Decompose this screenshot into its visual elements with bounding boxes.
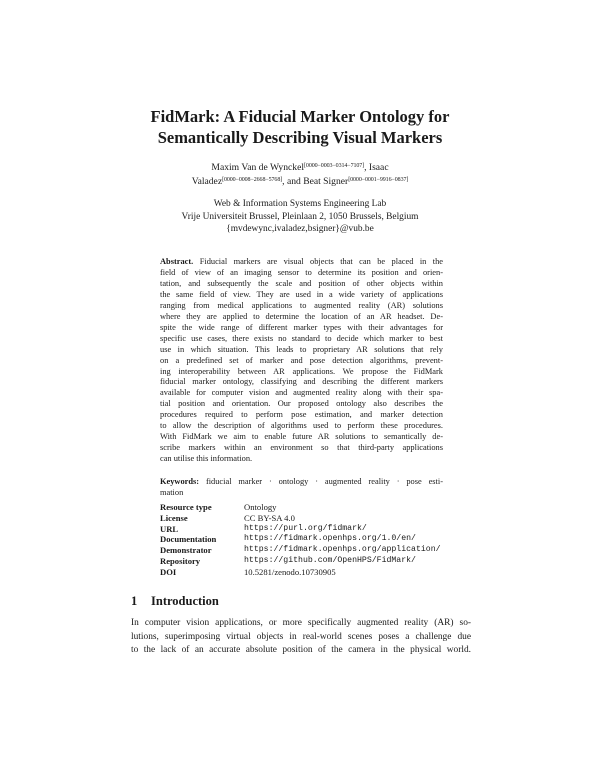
abstract-line <box>160 399 443 410</box>
abstract-line <box>160 290 443 301</box>
abstract-text: spite the wide range of different marker types with their advantages for <box>160 322 443 332</box>
abstract-text: specific use cases, there exists no standard to decide which marker to best <box>160 333 443 343</box>
abstract-text: field of view of an imaging sensor to determine its position and orien- <box>160 267 443 277</box>
author-name: Valadez <box>191 176 223 187</box>
keywords <box>160 476 443 498</box>
author-name: Maxim Van de Wynckel <box>211 162 305 173</box>
title-line-1: FidMark: A Fiducial Marker Ontology for <box>150 107 450 126</box>
abstract-text: fiducial marker ontology, classifying and describing the different markers <box>160 377 443 387</box>
abstract-text: With FidMark we aim to enable future AR solutions to semantically de- <box>160 432 443 442</box>
abstract-text: the same field of view. They are used in a wide variety of applications <box>160 289 443 299</box>
author-line-2 <box>110 174 490 188</box>
resource-link[interactable]: https://github.com/OpenHPS/FidMark/ <box>244 555 416 565</box>
abstract-text: ranging from medical applications to augmented reality (AR) solutions <box>160 300 443 310</box>
resource-key: Resource type <box>160 502 212 512</box>
orcid-id: [0000−0001−9916−0837] <box>348 177 409 183</box>
abstract-text: on a predefined set of marker and pose detection algorithms, prevent- <box>160 355 443 365</box>
resource-link[interactable]: https://purl.org/fidmark/ <box>244 523 367 533</box>
keywords-text: fiducial marker · ontology · augmented reality · pose esti- <box>205 477 444 486</box>
abstract-line <box>160 388 443 399</box>
resource-key: License <box>160 512 188 523</box>
abstract-text: Fiducial markers are visual objects that can be placed in the <box>199 257 444 266</box>
abstract-text: tation, and subsequently the scale and position of other objects within <box>160 278 443 288</box>
resource-link[interactable]: https://fidmark.openhps.org/1.0/en/ <box>244 534 416 544</box>
section-number: 1 <box>131 594 138 608</box>
resource-key: DOI <box>160 566 177 577</box>
resource-link[interactable]: https://fidmark.openhps.org/application/ <box>244 545 441 555</box>
title-line-2: Semantically Describing Visual Markers <box>157 128 443 147</box>
abstract-line <box>160 410 443 421</box>
abstract-line <box>160 334 443 345</box>
keywords-line-1 <box>160 476 443 487</box>
author-list <box>110 160 490 188</box>
abstract-line <box>160 367 443 378</box>
resource-row <box>160 502 460 513</box>
abstract-line <box>160 443 443 454</box>
resource-value: CC BY-SA 4.0 <box>244 512 295 523</box>
abstract-line <box>160 377 443 388</box>
resource-table <box>160 502 460 578</box>
resource-row <box>160 567 460 578</box>
abstract-line <box>160 421 443 432</box>
author-line-1 <box>110 160 490 174</box>
abstract <box>160 257 443 465</box>
abstract-line <box>160 323 443 334</box>
resource-key: Demonstrator <box>160 545 212 556</box>
abstract-line <box>160 432 443 443</box>
resource-row <box>160 545 460 556</box>
resource-row <box>160 556 460 567</box>
abstract-text: to allow the description of algorithms used to perform these procedures. <box>160 421 443 431</box>
resource-key: Repository <box>160 555 201 566</box>
resource-value: 10.5281/zenodo.10730905 <box>244 566 336 577</box>
keywords-label: Keywords: <box>160 477 200 486</box>
abstract-line <box>160 268 443 279</box>
paper-title <box>100 106 500 148</box>
introduction-text <box>131 617 471 658</box>
abstract-line <box>160 312 443 323</box>
orcid-id: [0000−0008−2668−5768] <box>222 177 283 183</box>
intro-line: lutions, superimposing virtual objects in real-world scenes poses a challenge due <box>131 631 471 642</box>
abstract-text: where they are applied to determine the location of an AR headset. De- <box>160 311 443 321</box>
abstract-text: can utilise this information. <box>160 454 253 464</box>
affiliation-lab: Web & Information Systems Engineering Lab <box>213 199 387 209</box>
abstract-line <box>160 257 443 268</box>
intro-line: to the lack of an accurate absolute position of the camera in the physical world. <box>131 645 471 656</box>
abstract-line <box>160 345 443 356</box>
abstract-line <box>160 356 443 367</box>
abstract-line <box>160 279 443 290</box>
abstract-text: scribe markers within an environment so that third-party applications <box>160 443 443 453</box>
resource-row <box>160 534 460 545</box>
author-name: , and Beat Signer <box>282 176 349 187</box>
abstract-text: procedures required to perform pose estimation, and marker detection <box>160 410 443 420</box>
author-name: , Isaac <box>364 162 389 173</box>
resource-value: Ontology <box>244 502 277 512</box>
section-title: Introduction <box>151 594 219 608</box>
resource-row <box>160 513 460 524</box>
abstract-label: Abstract. <box>160 257 194 266</box>
abstract-text: ing interoperability between AR applications. We propose the FidMark <box>160 366 443 376</box>
abstract-text: available for computer vision and augmented reality along with their spa- <box>160 388 443 398</box>
intro-line: In computer vision applications, or more specifically augmented reality (AR) so- <box>131 618 471 628</box>
keywords-line-2: mation <box>160 488 184 497</box>
resource-key: Documentation <box>160 534 217 545</box>
affiliation <box>120 198 480 236</box>
section-heading <box>131 594 471 609</box>
abstract-text: use in which situation. This leads to proprietary AR solutions that rely <box>160 344 443 354</box>
orcid-id: [0000−0003−0314−7107] <box>304 163 365 169</box>
affiliation-university: Vrije Universiteit Brussel, Pleinlaan 2, 1050 Brussels, Belgium <box>181 211 419 222</box>
abstract-text: tial position and orientation. Our proposed ontology also describes the <box>160 399 443 409</box>
resource-row <box>160 524 460 535</box>
abstract-line <box>160 301 443 312</box>
resource-key: URL <box>160 523 179 534</box>
affiliation-emails: {mvdewync,ivaladez,bsigner}@vub.be <box>226 224 374 234</box>
abstract-line <box>160 454 443 465</box>
